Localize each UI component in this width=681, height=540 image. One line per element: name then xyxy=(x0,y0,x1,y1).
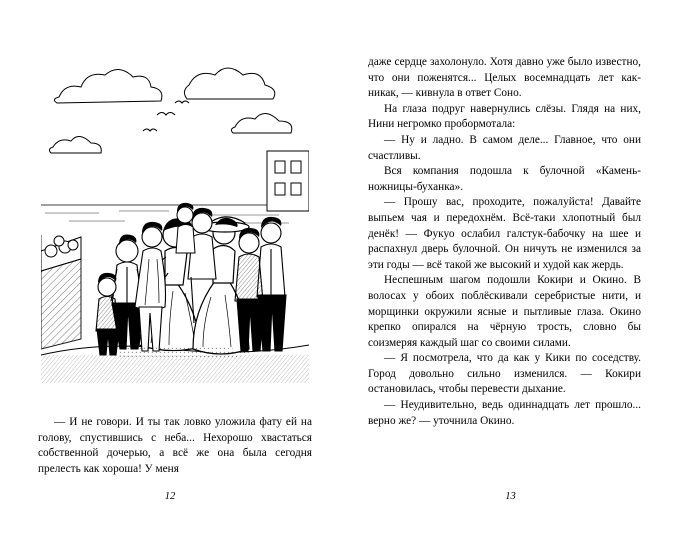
page-number-right: 13 xyxy=(505,491,516,502)
paragraph: — И не говори. И ты так ловко уложила фату ей на голову, спустившись с неба... Нехорошо хвастаться собственной дочерью, а всё же она была сегодня прелесть как хороша! У меня xyxy=(38,416,312,475)
wedding-party-walking-illustration xyxy=(39,55,311,385)
left-page xyxy=(0,0,340,540)
right-page-text xyxy=(368,55,641,429)
right-page xyxy=(340,0,681,540)
paragraph: Неспешным шагом подошли Кокири и Окино. В волосах у обоих поблёскивали серебристые нити, и морщинки окружили ясные и пытливые глаза. Окино крепко опирался на чёрную трость, словно бы соизмеряя каждый шаг со своими силами. xyxy=(368,274,641,349)
paragraph: — Я посмотрела, что да как у Кики по соседству. Город довольно сильно изменился. — Кокири остановилась, чтобы перевести дыхание. xyxy=(368,352,641,396)
paragraph: На глаза подруг навернулись слёзы. Глядя на них, Нини негромко пробормотала: xyxy=(368,102,641,131)
paragraph: — Прошу вас, проходите, пожалуйста! Давайте выпьем чая и передохнём. Всё-таки хлопотный был денёк! — Фукуо ослабил галстук-бабочку на шее и распахнул дверь булочной. Он ничуть не изменился за эти годы — всё такой же высокий и худой как жердь. xyxy=(368,196,641,271)
paragraph: даже сердце захолонуло. Хотя давно уже было известно, что они поженятся... Целых восемнадцать лет как-никак, — кивнула в ответ Соно. xyxy=(368,56,641,100)
paragraph: Вся компания подошла к булочной «Камень-ножницы-буханка». xyxy=(368,165,641,193)
page-number-left: 12 xyxy=(164,491,176,502)
paragraph: — Ну и ладно. В самом деле... Главное, что они счастливы. xyxy=(368,133,641,162)
left-page-text xyxy=(38,415,312,477)
paragraph: — Неудивительно, ведь одиннадцать лет прошло... верно же? — уточнила Окино. xyxy=(368,399,641,427)
